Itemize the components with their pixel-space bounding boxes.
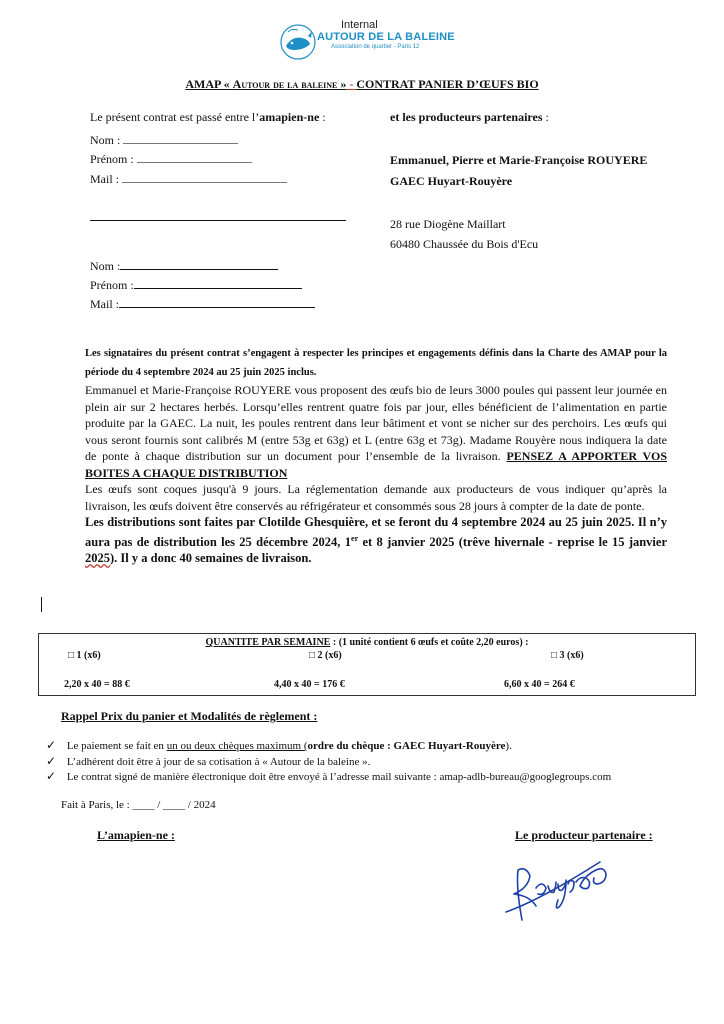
amapien-signature-label: L’amapien-ne : xyxy=(97,828,175,842)
payment-heading: Rappel Prix du panier et Modalités de règlement : xyxy=(61,709,318,723)
amapien1-nom-row xyxy=(90,133,238,148)
payment-item-3: ✓ Le contrat signé de manière électronique doit être envoyé à l’adresse mail suivante : amap-adlb-bureau@googlegroups.com xyxy=(46,769,612,783)
org-name: AUTOUR DE LA BALEINE xyxy=(317,31,455,43)
classification-label: Internal xyxy=(341,19,378,31)
check-icon: ✓ xyxy=(46,769,57,783)
engagement-text: Les signataires du présent contrat s’engagent à respecter les principes et engagements définis dans la Charte des AMAP pour la période du 4 septembre 2024 au 25 juin 2025 inclus. xyxy=(85,348,667,378)
nom-label: Nom : xyxy=(90,259,121,273)
amapien2-prenom-field[interactable] xyxy=(134,278,302,289)
option-3-price: 6,60 x 40 = 264 € xyxy=(504,679,575,690)
producers-names: Emmanuel, Pierre et Marie-Françoise ROUYERE xyxy=(390,153,648,167)
quantity-box xyxy=(38,633,696,696)
mail-label: Mail : xyxy=(90,297,119,311)
address-street: 28 rue Diogène Maillart xyxy=(390,217,506,231)
org-subtitle: Association de quartier - Paris 12 xyxy=(331,44,420,50)
mail-label: Mail : xyxy=(90,172,119,186)
amapien1-prenom-row xyxy=(90,152,252,167)
producer-signature-label: Le producteur partenaire : xyxy=(515,828,653,842)
amapien2-mail-field[interactable] xyxy=(119,297,315,308)
whale-logo-icon xyxy=(278,22,318,62)
check-icon: ✓ xyxy=(46,738,57,752)
contract-body xyxy=(85,344,667,567)
amapien2-nom-row xyxy=(90,259,278,274)
prenom-label: Prénom : xyxy=(90,278,134,292)
date-line: Fait à Paris, le : ____ / ____ / 2024 xyxy=(61,799,216,811)
amapien2-mail-row xyxy=(90,297,315,312)
quantity-heading: QUANTITE PAR SEMAINE : (1 unité contient 6 œufs et coûte 2,20 euros) : xyxy=(205,637,529,648)
eggs-description: Emmanuel et Marie-Françoise ROUYERE vous proposent des œufs bio de leurs 3000 poules qui passent leur journée en plein air sur 2 hectares herbés. Lorsqu’elles rentrent quatre fois par jour, elles bénéficient de l’alimentation en partie produite par la GAEC. La nuit, les poules rentrent dans leur bâtiment et vont se nicher sur des perchoirs. Les œufs qui vous seront fournis sont calibrés M (entre 53g et 63g) et L (entre 63g et 73g). Madame Rouyère nous indiquera la date de ponte à chaque distribution sur un document pour l’ensemble de la livraison. PENSEZ A APPORTER VOS BOITES A CHAQUE DISTRIBUTION xyxy=(85,383,667,480)
text-cursor xyxy=(41,597,42,612)
address-city: 60480 Chaussée du Bois d'Ecu xyxy=(390,237,539,251)
producer-signature-image xyxy=(500,848,620,928)
separator-line xyxy=(90,220,346,221)
amapien1-nom-field[interactable] xyxy=(123,133,238,144)
option-1-checkbox[interactable]: □ 1 (x6) xyxy=(68,650,101,661)
gaec-name: GAEC Huyart-Rouyère xyxy=(390,174,513,188)
prenom-label: Prénom : xyxy=(90,152,134,166)
nom-label: Nom : xyxy=(90,133,121,147)
intro-right: et les producteurs partenaires : xyxy=(390,110,549,124)
payment-item-2: ✓ L’adhérent doit être à jour de sa cotisation à « Autour de la baleine ». xyxy=(46,754,371,768)
distribution-text: Les distributions sont faites par Clotilde Ghesquière, et se feront du 4 septembre 2024 au 25 juin 2025. Il n’y aura pas de distribution les 25 décembre 2024, 1er et 8 janvier 2025 (trêve hivernale - reprise le 15 janvier 2025). Il y a donc 40 semaines de livraison. xyxy=(85,515,667,566)
amapien1-mail-field[interactable] xyxy=(122,172,287,183)
intro-left: Le présent contrat est passé entre l’amapien-ne : xyxy=(90,110,326,124)
amapien1-prenom-field[interactable] xyxy=(137,152,252,163)
document-title: AMAP « Autour de la baleine » - CONTRAT PANIER D’ŒUFS BIO xyxy=(185,77,539,91)
amapien2-nom-field[interactable] xyxy=(120,259,278,270)
option-2-checkbox[interactable]: □ 2 (x6) xyxy=(309,650,342,661)
amapien1-mail-row xyxy=(90,172,287,187)
option-3-checkbox[interactable]: □ 3 (x6) xyxy=(551,650,584,661)
amapien2-prenom-row xyxy=(90,278,302,293)
payment-item-1: ✓ Le paiement se fait en un ou deux chèques maximum (ordre du chèque : GAEC Huyart-Rouyère). xyxy=(46,738,512,752)
option-2-price: 4,40 x 40 = 176 € xyxy=(274,679,345,690)
check-icon: ✓ xyxy=(46,754,57,768)
option-1-price: 2,20 x 40 = 88 € xyxy=(64,679,130,690)
conservation-text: Les œufs sont coques jusqu'à 9 jours. La réglementation demande aux producteurs de vous indiquer qu’après la livraison, les œufs doivent être conservés au réfrigérateur et consommés sous 28 jours à compter de la date de ponte. xyxy=(85,482,667,513)
